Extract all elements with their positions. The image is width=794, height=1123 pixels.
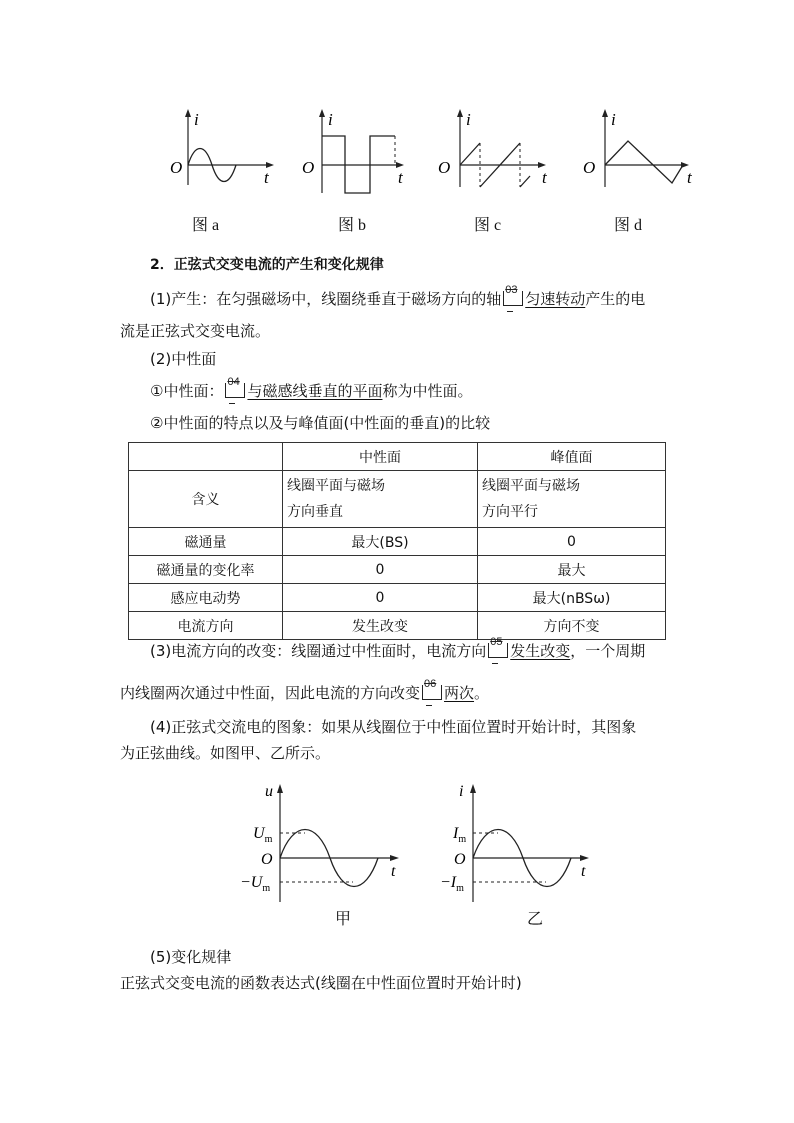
caption-c: 图 c <box>474 217 502 234</box>
figure-c <box>438 109 548 187</box>
figure-yi-pos-label: I <box>453 825 459 842</box>
para-1-line2: 流是正弦式交变电流。 <box>120 322 271 340</box>
table-row: 电流方向 发生改变 方向不变 <box>129 612 666 640</box>
figure-d-y-label: i <box>611 110 616 129</box>
answer-twice: 两次 <box>444 684 475 702</box>
figure-d-x-label: t <box>687 168 692 187</box>
table-header-peak: 峰值面 <box>478 443 666 471</box>
para-variation-heading: (5)变化规律 <box>150 948 232 966</box>
figure-jia-pos-sub: m <box>264 834 273 845</box>
caption-a: 图 a <box>192 217 220 234</box>
table-row: 含义 线圈平面与磁场 方向垂直 线圈平面与磁场 方向平行 <box>129 471 666 528</box>
para-variation-line: 正弦式交变电流的函数表达式(线圈在中性面位置时开始计时) <box>120 974 522 992</box>
comparison-table <box>128 442 666 640</box>
para-sine-graph: (4)正弦式交流电的图象：如果从线圈位于中性面位置时开始计时，其图象 <box>150 718 637 736</box>
answer-uniform-rotation: 匀速转动 <box>525 290 586 308</box>
table-row: 磁通量的变化率 0 最大 <box>129 556 666 584</box>
answer-neutral-plane: 与磁感线垂直的平面 <box>247 382 383 400</box>
blank-marker-06: 06 <box>422 685 442 700</box>
figure-jia-neg-label: −U <box>240 874 263 891</box>
figure-yi-x-label: t <box>581 863 586 880</box>
table-row: 磁通量 最大(BS) 0 <box>129 528 666 556</box>
figure-jia-neg-sub: m <box>262 883 271 894</box>
figure-c-x-label: t <box>542 168 547 187</box>
figure-d-origin: O <box>583 158 596 177</box>
figure-a-y-label: i <box>194 110 199 129</box>
para-4: ②中性面的特点以及与峰值面(中性面的垂直)的比较 <box>150 414 491 432</box>
svg-text:Um <box>253 825 273 845</box>
caption-d: 图 d <box>614 217 643 234</box>
para-3: ①中性面： 04 与磁感线垂直的平面称为中性面。 <box>150 380 472 402</box>
figure-yi-neg-sub: m <box>456 883 464 894</box>
para-1: (1)产生：在匀强磁场中，线圈绕垂直于磁场方向的轴 03 匀速转动产生的电 <box>150 288 645 310</box>
blank-marker-04: 04 <box>225 383 245 398</box>
para-2: (2)中性面 <box>150 350 217 368</box>
figure-jia-x-label: t <box>391 863 396 880</box>
caption-b: 图 b <box>338 217 367 234</box>
answer-changes: 发生改变 <box>510 642 571 660</box>
svg-text:Im <box>452 825 466 845</box>
figure-c-y-label: i <box>466 110 471 129</box>
figure-yi-pos-sub: m <box>458 834 467 845</box>
figure-b-y-label: i <box>328 110 333 129</box>
para-sine-graph-line2: 为正弦曲线。如图甲、乙所示。 <box>120 744 331 762</box>
figure-b-origin: O <box>302 158 315 177</box>
figure-jia-pos-label: U <box>253 825 265 842</box>
figure-d <box>583 109 693 187</box>
section-heading: 2．正弦式交变电流的产生和变化规律 <box>150 257 384 273</box>
table-header-row <box>129 443 666 471</box>
figure-b-x-label: t <box>398 168 403 187</box>
caption-yi: 乙 <box>527 911 544 928</box>
figure-c-origin: O <box>438 158 451 177</box>
svg-text:−Im <box>440 874 464 894</box>
figure-yi-origin: O <box>454 851 466 868</box>
para-current-direction-line2: 内线圈两次通过中性面，因此电流的方向改变 06 两次。 <box>120 682 489 704</box>
figure-a <box>170 109 274 187</box>
caption-jia: 甲 <box>335 911 352 928</box>
table-header-neutral: 中性面 <box>283 443 478 471</box>
figure-jia <box>240 783 399 902</box>
blank-marker-03: 03 <box>503 291 523 306</box>
para-current-direction: (3)电流方向的改变：线圈通过中性面时，电流方向 05 发生改变，一个周期 <box>150 640 645 662</box>
figure-yi-y-label: i <box>459 783 464 800</box>
figure-yi-neg-label: −I <box>440 874 457 891</box>
figure-yi <box>440 783 589 902</box>
figure-b <box>302 109 404 193</box>
table-header-empty <box>129 443 283 471</box>
figures-mid <box>225 772 605 942</box>
svg-text:−Um <box>240 874 270 894</box>
table-row: 感应电动势 0 最大(nBSω) <box>129 584 666 612</box>
figure-jia-origin: O <box>261 851 273 868</box>
figure-jia-y-label: u <box>265 783 273 800</box>
blank-marker-05: 05 <box>488 643 508 658</box>
figure-a-x-label: t <box>264 168 269 187</box>
figure-a-origin: O <box>170 158 183 177</box>
